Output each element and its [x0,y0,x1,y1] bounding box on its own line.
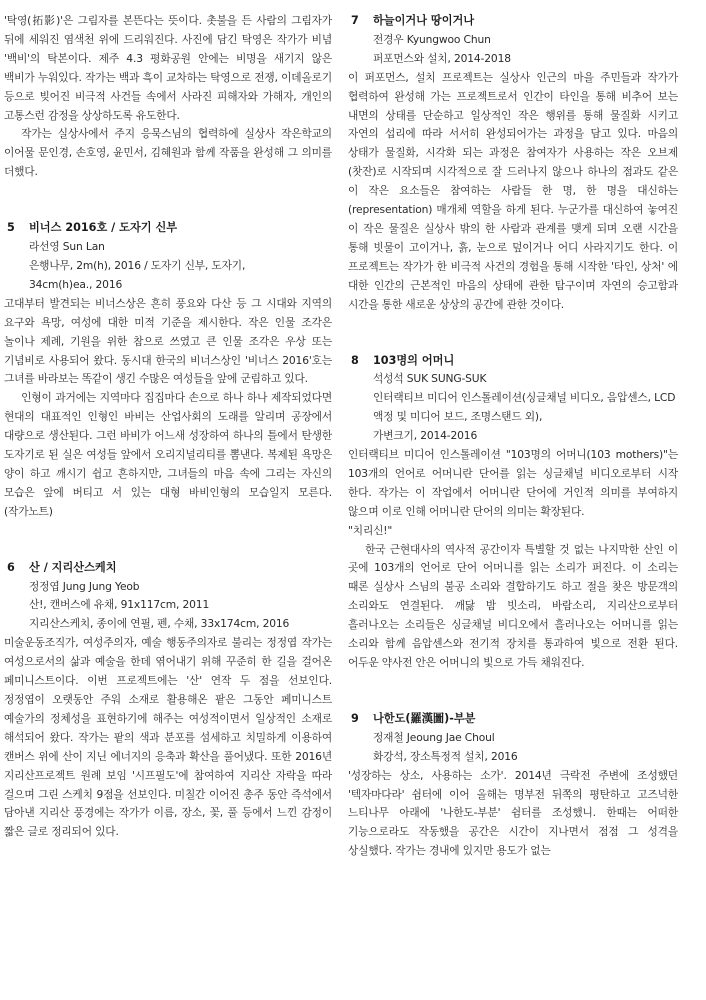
entry-title: 비너스 2016호 / 도자기 신부 [29,221,178,235]
medium-line: 지리산스케치, 종이에 연필, 펜, 수채, 33x174cm, 2016 [29,617,290,631]
entry-paragraph: 인형이 과거에는 지역마다 집집마다 손으로 하나 하나 제작되었다면 현대의 대표적인 인형인 바비는 산업사회의 도래를 알리며 공장에서 대량으로 생산된다. 그런 바비가 어느새 성장하여 하나의 틀에서 탄생한 도자기로 된 실은 여성들 앞에서 오리지널리티를 뽐낸다. 복제된 욕망은 양이 하고 깨시기 쉽고 흔하지만, 그녀들의 마음 속에 그리는 자신의 모습은 앞에 버티고 서 있는 대형 바비인형의 모습일지 모른다. (작가노트) [4,391,332,518]
entry-meta [29,238,332,295]
artist-name: 정정엽 Jung Jung Yeob [29,579,140,593]
entry-heading [4,559,332,578]
entry-title: 산 / 지리산스케치 [29,560,117,574]
entry-meta [373,31,678,69]
entry-number: 8 [351,353,359,367]
artist-name: 석성석 SUK SUNG-SUK [373,372,487,386]
left-column [4,12,332,842]
artist-name: 정재철 Jeoung Jae Choul [373,730,495,744]
entry-paragraph: 미술운동조직가, 여성주의자, 예술 행동주의자로 불리는 정정엽 작가는 여성으로서의 삶과 예술을 한데 엮어내기 위해 꾸준히 한 길을 걸어온 페미니스트이다. 이번 프로젝트에는 '산' 연작 두 점을 선보인다. 정정엽이 오랫동안 주워 소재로 활용해온 팥은 그동안 페미니스트 예술가의 정체성을 표현하기에 해주는 여성적이면서 일상적인 소재로 해석되어 왔다. 작가는 팥의 색과 분포를 섬세하고 치밀하게 이용하여 캔버스 위에 산이 지닌 에너지의 응축과 확산을 풀어냈다. 또한 2016년 지리산프로젝트 원례 보임 '시프필도'에 참여하여 지리산 자락을 따라 걸으며 그린 스케치 9점을 선보인다. 미칠간 이어진 총주 동안 즉석에서 담아낸 지리산 풍경에는 작가가 이름, 장소, 꽃, 풀 등에서 느낀 감정이 짧은 글로 정리되어 있다. [4,636,332,839]
entry-paragraph: 한국 근현대사의 역사적 공간이자 특별할 것 없는 나지막한 산인 이 곳에 103개의 언어로 단어 어머니를 읽는 소리가 퍼진다. 이 소리는 때론 실상사 스님의 불공 소리와 결합하기도 하고 절을 찾은 방문객의 소리와도 연결된다. 깨닳 밤 빗소리, 바람소리, 지리산으로부터 흘러나오는 소리들은 싱글채널 비디오에서 흘러나오는 어머니를 읽는 소리와 함께 음압센스와 전기적 장치를 통과하여 빛으로 전환 된다. 어두운 약사전 안은 어머니의 빛으로 가득 채워진다. [348,542,678,669]
entry-number: 7 [351,14,359,27]
artist-name: 전경우 Kyungwoo Chun [373,32,491,46]
entry-heading [348,352,678,371]
intro-paragraph-1: '탁영(拓影)'은 그림자를 본뜬다는 뜻이다. 촛불을 든 사람의 그림자가 뒤에 세워진 염색천 위에 드리워진다. 사진에 담긴 탁영은 작가가 비념 '백비'의 탁본이다. 제주 4.3 평화공원 안에는 비명을 새기지 않은 백비가 누워있다. 작가는 백과 흑이 교차하는 탁영으로 전쟁, 이데올로기 등으로 빚어진 비극적 사건들 속에서 사라진 피해자와 가해자, 개인의 고통스런 감정을 상상하도록 유도한다. [4,14,332,122]
entry-number: 6 [7,560,15,574]
entry-quote: "치리신!" [348,523,393,537]
entry-number: 5 [7,221,15,235]
entry-meta [373,729,678,767]
artwork-entry-6 [4,559,332,843]
right-column [348,12,678,861]
artist-name: 라선영 Sun Lan [29,240,105,254]
medium-line: 가변크기, 2014-2016 [373,429,478,443]
entry-heading [348,12,678,31]
medium-line: 퍼포먼스와 설치, 2014-2018 [373,51,511,65]
entry-meta [29,578,332,635]
artwork-entry-8 [348,352,678,673]
entry-title: 103명의 어머니 [373,353,455,367]
entry-heading [348,710,678,729]
medium-line: 34cm(h)ea., 2016 [29,277,123,291]
medium-line: 화강석, 장소특정적 설치, 2016 [373,749,518,763]
entry-heading [4,219,332,238]
medium-line: 산!, 캔버스에 유채, 91x117cm, 2011 [29,598,210,612]
entry-paragraph: 이 퍼포먼스, 설치 프로젝트는 실상사 인근의 마을 주민들과 작가가 협력하여 완성해 가는 프로젝트로서 인간이 타인을 통해 비추어 보는 내면의 상태를 단순하고 일상적인 작은 행위를 통해 물질화 시키고 자연의 섭리에 따라 서서히 완성되어가는 과정을 담고 있다. 마음의 상태가 물질화, 시각화 되는 과정은 참여자가 사용하는 작은 오브제(찻잔)로 시작되며 시각적으로 잘 드러나지 않으나 하나의 점과도 같은 이 작은 요소들은 참여하는 사람들 한 명, 한 명을 대신하는(representation) 매개체 역할을 하게 된다. 누군가를 대신하여 놓여진 이 작은 물질은 실상사 밖의 한 사람과 관계를 맺게 되며 오랜 시간을 통해 빗물이 고이거나, 흙, 눈으로 덮이거나 어디 사라지기도 한다. 이 프로젝트는 작가가 한 비극적 사건의 경험을 통해 시작한 '타인, 상처' 에 대한 인간의 근본적인 마음의 상태에 관한 탐구이며 자연의 승고함과 시간을 통한 새로운 상상의 공간에 관한 것이다. [348,70,678,311]
artwork-entry-7 [348,12,678,315]
medium-line: 은행나무, 2m(h), 2016 / 도자기 신부, 도자기, [29,258,246,272]
entry-paragraph: 인터랙티브 미디어 인스톨레이션 "103명의 어머니(103 mothers)"는 103개의 언어로 어머니란 단어를 읽는 싱글채널 비디오로부터 시작 한다. 작가는 이 작업에서 어머니란 단어에 거인적 의미를 부여하지 않으며 이로 인해 어머니란 단어의 의미는 확장된다. [348,448,678,518]
entry-number: 9 [351,711,359,725]
entry-title: 하늘이거나 땅이거나 [373,14,475,27]
medium-line: 인터랙티브 미디어 인스톨레이션(싱글채널 비디오, 음압센스, LCD 액정 및 미디어 보드, 조명스탠드 외), [373,391,676,424]
entry-meta [373,370,678,446]
artwork-entry-5 [4,219,332,522]
entry-paragraph: 고대부터 발견되는 비너스상은 흔히 풍요와 다산 등 그 시대와 지역의 요구와 욕망, 여성에 대한 미적 기준을 제시한다. 작은 인물 조각은 놀이나 제례, 기원을 위한 참으로 쓰였고 큰 인물 조각은 우상 또는 기념비로 사용되어 왔다. 동시대 한국의 비너스상인 '비너스 2016'호는 그녀를 바라보는 똑같이 생긴 수많은 여성들을 앞에 군림하고 있다. [4,296,332,386]
entry-title: 나한도(羅漢圖)-부분 [373,711,476,725]
entry-paragraph: '성장하는 상소, 사용하는 소가'. 2014년 극락전 주변에 조성했던 '텍자마다라' 쉼터에 이어 올해는 명부전 뒤쪽의 평탄하고 고즈넉한 느티나무 아래에 '나한도-부분' 쉼터를 조성했니. 한때는 어떠한 기능으로라도 작동했을 공간은 시간이 지나면서 점점 그 성격을 상실했다. 작가는 경내에 있지만 용도가 없는 [348,768,678,858]
artwork-entry-9 [348,710,678,861]
intro-paragraph-2: 작가는 실상사에서 주지 응묵스님의 협력하에 실상사 작은학교의 이어물 문인경, 손호영, 윤민서, 김혜원과 함께 작품을 완성해 그 의미를 더했다. [4,127,332,179]
